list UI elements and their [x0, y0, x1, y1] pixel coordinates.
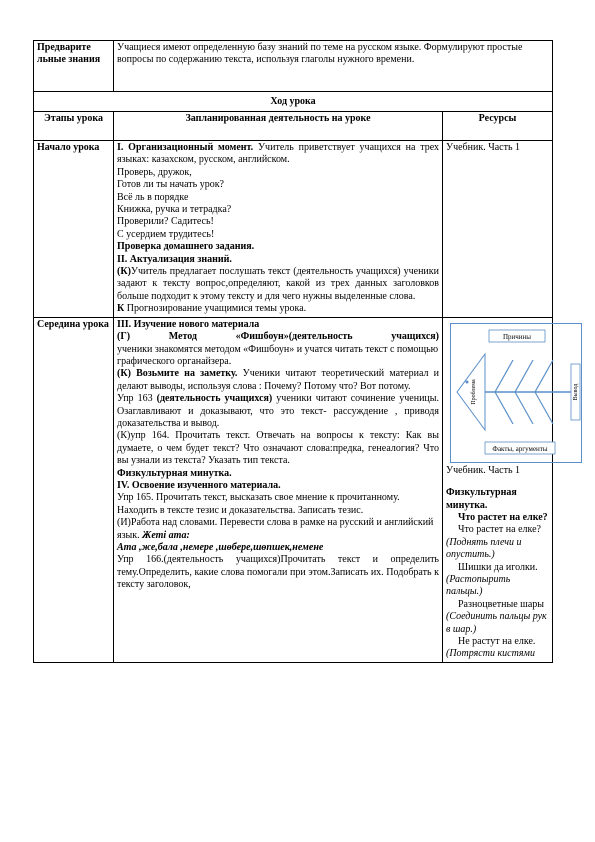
resource-middle	[443, 317, 579, 662]
header-resources: Ресурсы	[443, 112, 553, 141]
fiz-line: Не растут на елке.	[458, 635, 536, 647]
ex166-text: Упр 166.(деятельность учащихся)Прочитать текст и определить тему.Определить, какие слова помогали при этом.Записать их. Подобрать к тексту заголовок,	[117, 554, 439, 591]
causes-label: Причины	[502, 332, 532, 341]
prereq-row	[34, 41, 553, 92]
ex163-activity: (деятельность учащихся)	[156, 393, 273, 405]
words-list: Ата ,же,бала ,немере ,шөбере,шөпшек,немене	[117, 542, 324, 553]
fizminute-title: Физкультурная минутка.	[117, 467, 232, 479]
fiz-line: (Растопырить пальцы.)	[446, 573, 511, 598]
stage-middle: Середина урока	[34, 317, 114, 662]
fishbone-method: (Г) Метод «Фишбоун»(деятельность учащихся)	[117, 331, 439, 343]
section-title-row	[34, 92, 553, 112]
row-start	[34, 141, 553, 318]
poem-line: Всё ль в порядке	[117, 191, 189, 203]
bone	[495, 392, 513, 424]
lesson-plan-table	[33, 40, 579, 663]
consolidation-title: IV. Освоение изученного материала.	[117, 479, 281, 491]
stage-start: Начало урока	[34, 141, 114, 318]
bone	[515, 392, 533, 424]
ex164-text: (К)упр 164. Прочитать текст. Отвечать на вопросы к тексту: Как вы думаете, о чем будет текст? Что означают слова:предка, генеалогия? Что вы узнали из текста? Указать тип текста.	[117, 430, 439, 467]
fiz-line: (Потрясти кистями	[446, 648, 535, 660]
note-text: Ученики читают теоретический материал и делают выводы, используя слова : Почему? Потому что? Вот потому.	[117, 368, 439, 392]
bone	[495, 360, 513, 392]
resource-middle-book: Учебник. Часть 1	[446, 464, 521, 476]
words-task: (И)Работа над словами. Перевести слова в рамке на русский и английский язык.	[117, 517, 434, 541]
prereq-text: Учащиеся имеют определенную базу знаний по теме на русском языке. Формулируют простые вопросы по содержанию текста, используя глаголы нужного времени.	[114, 41, 553, 92]
k-text: Учитель предлагает послушать текст (деятельность учащихся) ученики задают к тексту вопрос,определяют, какой из трех данных заголовков больше подходит к этому тексту и для чего нужны выделенные слова.	[117, 266, 439, 302]
planned-middle	[114, 317, 443, 662]
bone	[515, 360, 533, 392]
forecast-text: Прогнозирование учащимися темы урока.	[124, 303, 307, 315]
fiz-line: Что растет на елке?	[458, 524, 541, 536]
fiz-line: (Поднять плечи и опустить.)	[446, 536, 522, 561]
fishbone-text: ученики знакомятся методом «Фишбоун» и учатся читать текст с помощью графического органайзера.	[117, 343, 439, 367]
poem-line: Проверили? Садитесь!	[117, 216, 214, 228]
poem-line: Книжка, ручка и тетрадка?	[117, 204, 232, 216]
bone	[535, 360, 553, 392]
header-row	[34, 112, 553, 141]
words-title: Жеті ата:	[142, 529, 190, 541]
prereq-label: Предварите льные знания	[34, 41, 114, 92]
actualization-title: II. Актуализация знаний.	[117, 253, 232, 265]
problem-label: Проблема	[471, 379, 477, 405]
section-title: Ход урока	[34, 92, 553, 112]
ex165-text: Упр 165. Прочитать текст, высказать свое мнение к прочитанному. Находить в тексте тезис и доказательства. Записать тезис.	[117, 492, 400, 516]
org-text: Учитель приветствует учащихся на трех языках: казахском, русском, английском.	[117, 142, 440, 166]
conclusion-label: Вывод	[573, 383, 579, 401]
fiz-line: Шишки да иголки.	[458, 561, 538, 573]
fishbone-svg	[451, 324, 581, 462]
note-title: (К) Возьмите на заметку.	[117, 368, 238, 380]
org-title: I. Организационный момент.	[117, 142, 254, 153]
fishbone-diagram	[450, 323, 582, 463]
bone	[535, 392, 553, 424]
header-planned: Запланированная деятельность на уроке	[114, 112, 443, 141]
poem-line: С усердием трудитесь!	[117, 228, 215, 240]
poem-line: Готов ли ты начать урок?	[117, 179, 224, 191]
ex163-label: Упр 163	[117, 393, 157, 405]
row-middle	[34, 317, 553, 662]
fiz-line: (Соединить пальцы рук в шар.)	[446, 611, 547, 635]
forecast-k: К	[117, 303, 125, 315]
header-stages: Этапы урока	[34, 112, 114, 141]
new-material-title: III. Изучение нового материала	[117, 318, 260, 330]
fiz-poem-title: Что растет на елке?	[458, 511, 548, 523]
fish-eye	[466, 380, 469, 383]
planned-start	[114, 141, 443, 318]
poem-line: Проверь, дружок,	[117, 166, 192, 178]
fiz-line: Разноцветные шары	[458, 598, 544, 610]
homework-check: Проверка домашнего задания.	[117, 241, 255, 253]
ex163-text: ученики читают сочинение ученицы. Озаглавливают и доказывают, что это текст- рассуждение , приводя доказательства и вывод.	[117, 393, 439, 429]
k-mark: (К)	[117, 266, 131, 278]
resource-start: Учебник. Часть 1	[443, 141, 553, 318]
facts-label: Факты, аргументы	[492, 444, 548, 453]
fiz-title: Физкультурная минутка.	[446, 487, 517, 511]
